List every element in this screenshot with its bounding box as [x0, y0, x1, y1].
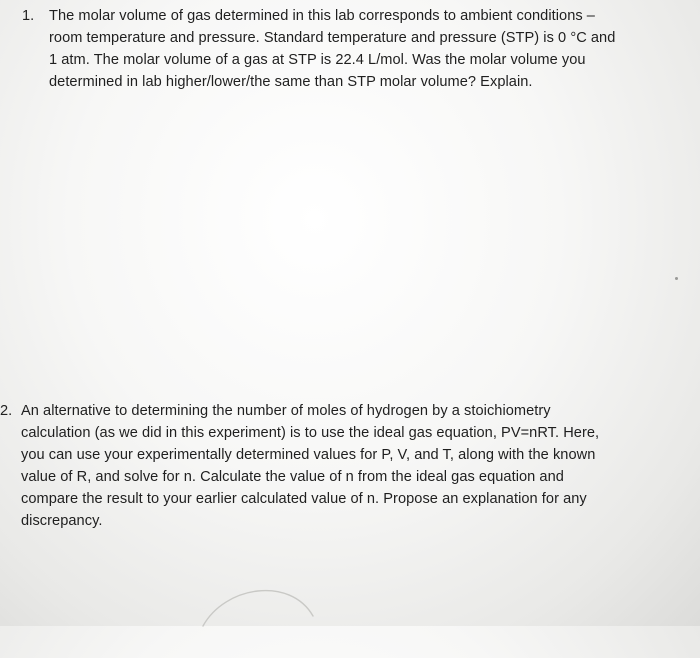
paper-speck — [675, 277, 678, 280]
question-2-line-5: compare the result to your earlier calculated value of n. Propose an explanation for any — [21, 491, 587, 507]
question-2-text — [21, 400, 599, 532]
question-2-line-2: calculation (as we did in this experiment) is to use the ideal gas equation, PV=nRT. Here, — [21, 425, 600, 441]
question-1-line-1: The molar volume of gas determined in this lab corresponds to ambient conditions – — [49, 8, 595, 24]
faint-pencil-arc — [195, 578, 345, 658]
question-2-number: 2. — [0, 403, 13, 419]
question-2-line-4: value of R, and solve for n. Calculate the value of n from the ideal gas equation and — [21, 469, 564, 485]
question-2-line-1: An alternative to determining the number of moles of hydrogen by a stoichiometry — [21, 403, 551, 419]
question-2-line-6: discrepancy. — [21, 513, 103, 529]
question-1-number: 1. — [22, 8, 35, 24]
question-1-text — [49, 5, 615, 93]
question-1-line-3: 1 atm. The molar volume of a gas at STP is 22.4 L/mol. Was the molar volume you — [49, 52, 586, 68]
question-1-line-2: room temperature and pressure. Standard temperature and pressure (STP) is 0 °C and — [49, 30, 616, 46]
question-1-line-4: determined in lab higher/lower/the same than STP molar volume? Explain. — [49, 74, 533, 90]
question-2-line-3: you can use your experimentally determined values for P, V, and T, along with the known — [21, 447, 596, 463]
